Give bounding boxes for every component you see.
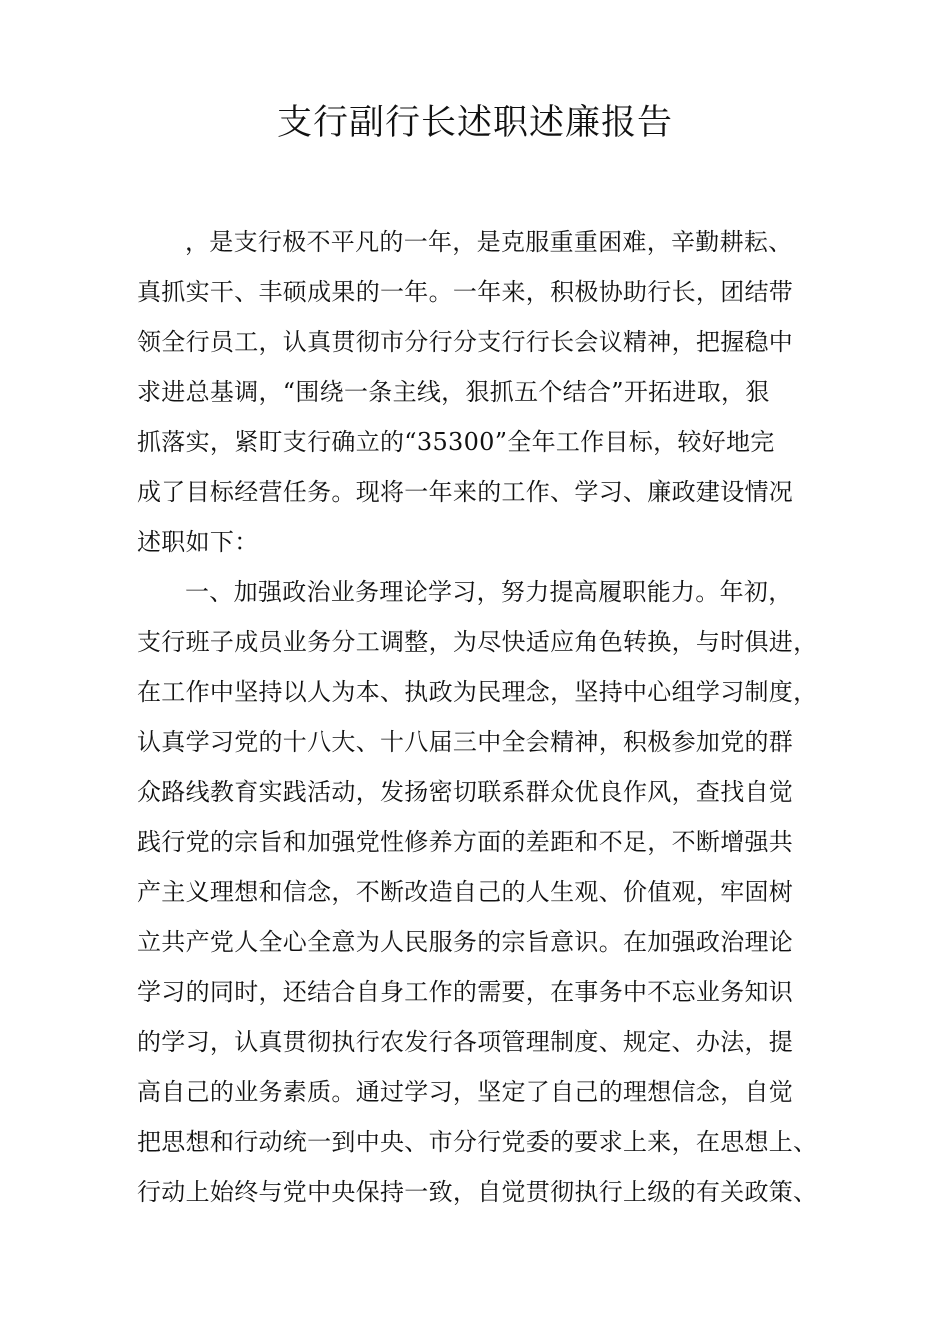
- body-line: 学习的同时，还结合自身工作的需要，在事务中不忘业务知识: [137, 978, 794, 1006]
- body-line: ，是支行极不平凡的一年，是克服重重困难，辛勤耕耘、: [185, 228, 793, 256]
- body-line: 成了目标经营任务。现将一年来的工作、学习、廉政建设情况: [137, 478, 794, 506]
- body-line: 支行班子成员业务分工调整，为尽快适应角色转换，与时俱进，: [137, 628, 818, 656]
- body-line: 的学习，认真贯彻执行农发行各项管理制度、规定、办法，提: [137, 1028, 794, 1056]
- document-title: 支行副行长述职述廉报告: [276, 103, 673, 143]
- body-line: 高自己的业务素质。通过学习，坚定了自己的理想信念，自觉: [137, 1078, 794, 1106]
- body-line: 立共产党人全心全意为人民服务的宗旨意识。在加强政治理论: [137, 928, 794, 956]
- body-line: 一、加强政治业务理论学习，努力提高履职能力。年初，: [185, 578, 793, 606]
- body-line: 在工作中坚持以人为本、执政为民理念，坚持中心组学习制度，: [137, 678, 818, 706]
- body-line: 求进总基调，“围绕一条主线，狠抓五个结合”开拓进取，狠: [137, 378, 770, 406]
- body-line: 产主义理想和信念，不断改造自己的人生观、价值观，牢固树: [137, 878, 794, 906]
- body-line: 抓落实，紧盯支行确立的“35300”全年工作目标，较好地完: [137, 428, 775, 456]
- body-line: 践行党的宗旨和加强党性修养方面的差距和不足，不断增强共: [137, 828, 794, 856]
- body-line: 领全行员工，认真贯彻市分行分支行行长会议精神，把握稳中: [137, 328, 794, 356]
- body-line: 把思想和行动统一到中央、市分行党委的要求上来，在思想上、: [137, 1128, 818, 1156]
- body-line: 行动上始终与党中央保持一致，自觉贯彻执行上级的有关政策、: [137, 1178, 818, 1206]
- body-line: 述职如下：: [137, 528, 259, 556]
- body-line: 认真学习党的十八大、十八届三中全会精神，积极参加党的群: [137, 728, 794, 756]
- body-line: 真抓实干、丰硕成果的一年。一年来，积极协助行长，团结带: [137, 278, 794, 306]
- body-line: 众路线教育实践活动，发扬密切联系群众优良作风，查找自觉: [137, 778, 794, 806]
